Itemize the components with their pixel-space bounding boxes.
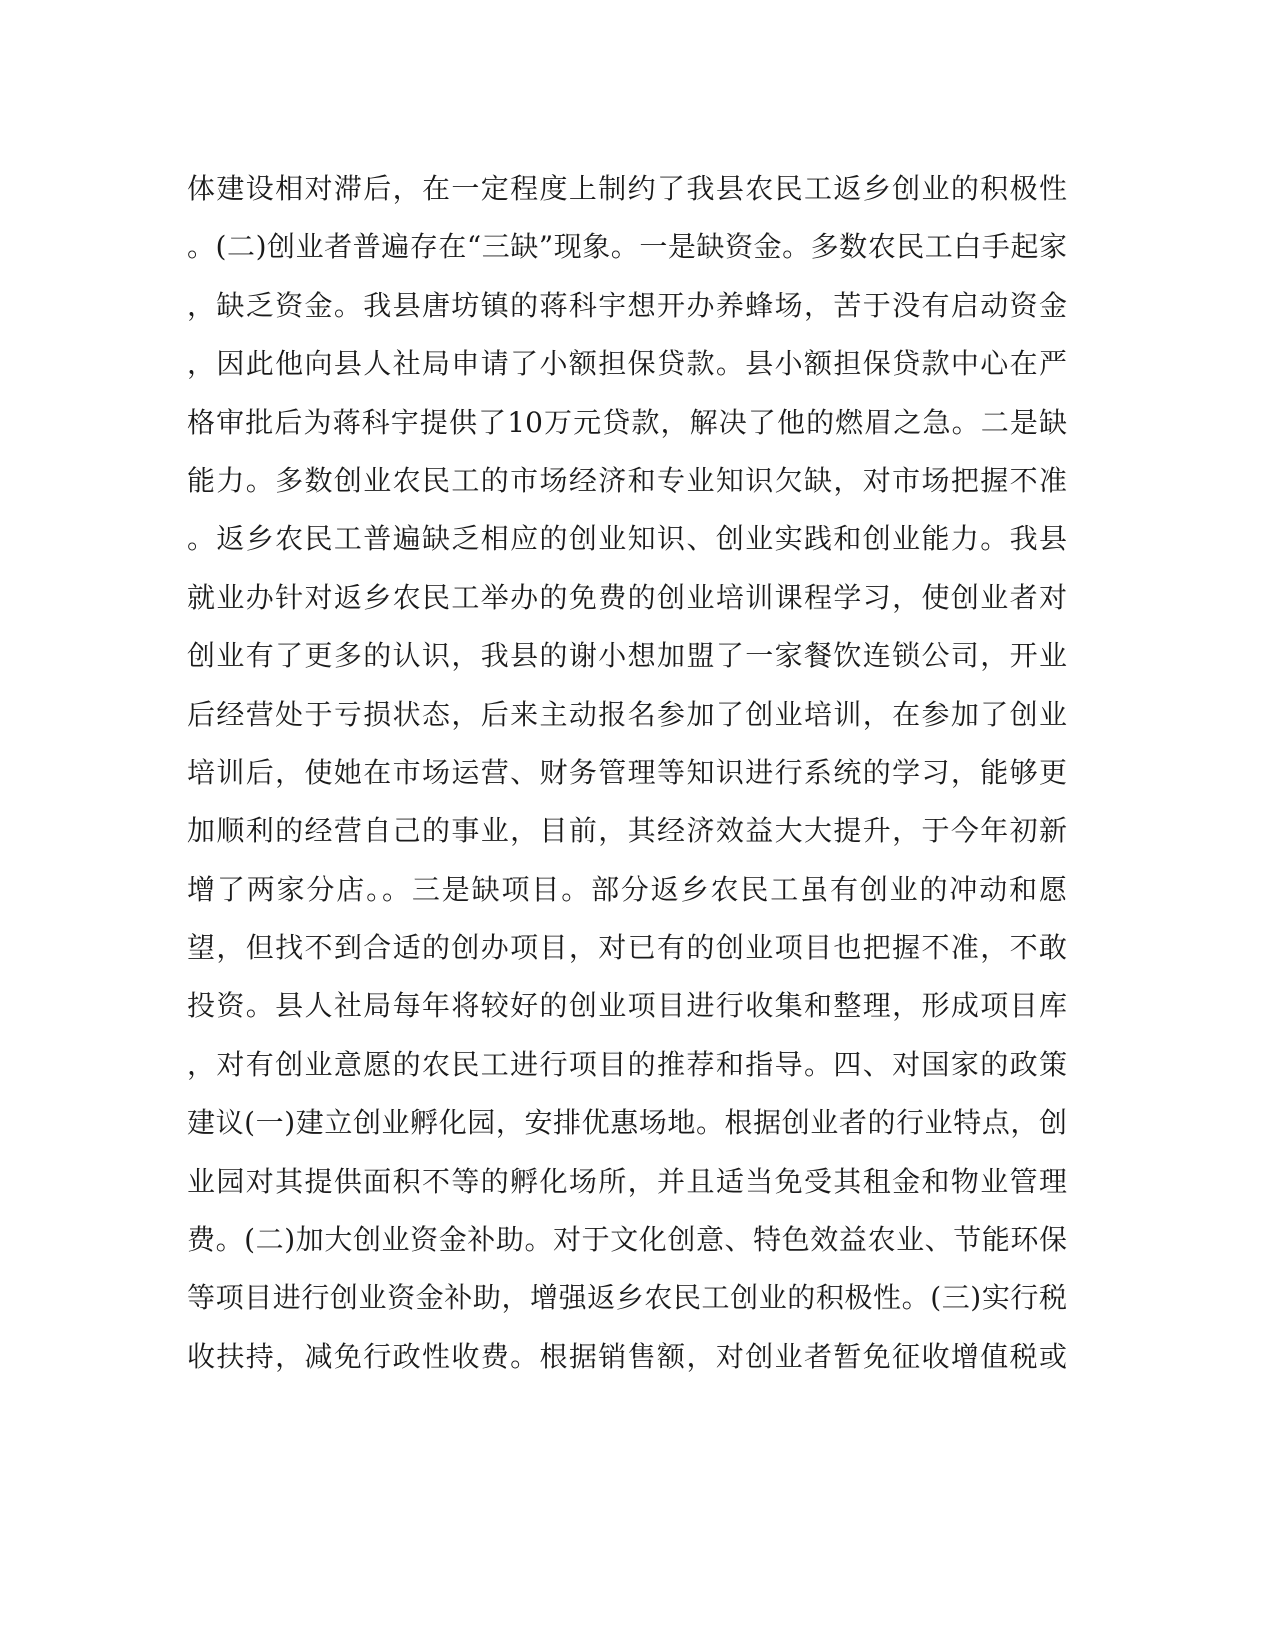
text-line: ，缺乏资金。我县唐坊镇的蒋科宇想开办养蜂场，苦于没有启动资金 bbox=[187, 288, 1067, 322]
text-line: 。(二)创业者普遍存在“三缺”现象。一是缺资金。多数农民工白手起家 bbox=[187, 230, 1067, 264]
text-line: 业园对其提供面积不等的孵化场所，并且适当免受其租金和物业管理 bbox=[187, 1164, 1067, 1198]
text-line: 投资。县人社局每年将较好的创业项目进行收集和整理，形成项目库 bbox=[187, 989, 1067, 1023]
text-line: 收扶持，减免行政性收费。根据销售额，对创业者暂免征收增值税或 bbox=[187, 1339, 1067, 1373]
text-line: 创业有了更多的认识，我县的谢小想加盟了一家餐饮连锁公司，开业 bbox=[187, 639, 1067, 673]
text-line: 。返乡农民工普遍缺乏相应的创业知识、创业实践和创业能力。我县 bbox=[187, 522, 1067, 556]
text-line: 建议(一)建立创业孵化园，安排优惠场地。根据创业者的行业特点，创 bbox=[187, 1106, 1067, 1140]
text-line: 望，但找不到合适的创办项目，对已有的创业项目也把握不准，不敢 bbox=[187, 931, 1067, 965]
text-line: 能力。多数创业农民工的市场经济和专业知识欠缺，对市场把握不准 bbox=[187, 463, 1067, 497]
text-line: 加顺利的经营自己的事业，目前，其经济效益大大提升，于今年初新 bbox=[187, 814, 1067, 848]
text-line: 增了两家分店。。三是缺项目。部分返乡农民工虽有创业的冲动和愿 bbox=[187, 872, 1067, 906]
text-line: 就业办针对返乡农民工举办的免费的创业培训课程学习，使创业者对 bbox=[187, 580, 1067, 614]
body-text bbox=[187, 160, 1067, 1386]
text-line: 费。(二)加大创业资金补助。对于文化创意、特色效益农业、节能环保 bbox=[187, 1223, 1067, 1257]
text-line: 格审批后为蒋科宇提供了10万元贷款，解决了他的燃眉之急。二是缺 bbox=[187, 405, 1067, 439]
text-line: 培训后，使她在市场运营、财务管理等知识进行系统的学习，能够更 bbox=[187, 755, 1067, 789]
text-line: ，对有创业意愿的农民工进行项目的推荐和指导。四、对国家的政策 bbox=[187, 1047, 1067, 1081]
text-line: ，因此他向县人社局申请了小额担保贷款。县小额担保贷款中心在严 bbox=[187, 347, 1067, 381]
text-line: 等项目进行创业资金补助，增强返乡农民工创业的积极性。(三)实行税 bbox=[187, 1281, 1067, 1315]
text-line: 体建设相对滞后，在一定程度上制约了我县农民工返乡创业的积极性 bbox=[187, 172, 1067, 205]
text-line: 后经营处于亏损状态，后来主动报名参加了创业培训，在参加了创业 bbox=[187, 697, 1067, 731]
